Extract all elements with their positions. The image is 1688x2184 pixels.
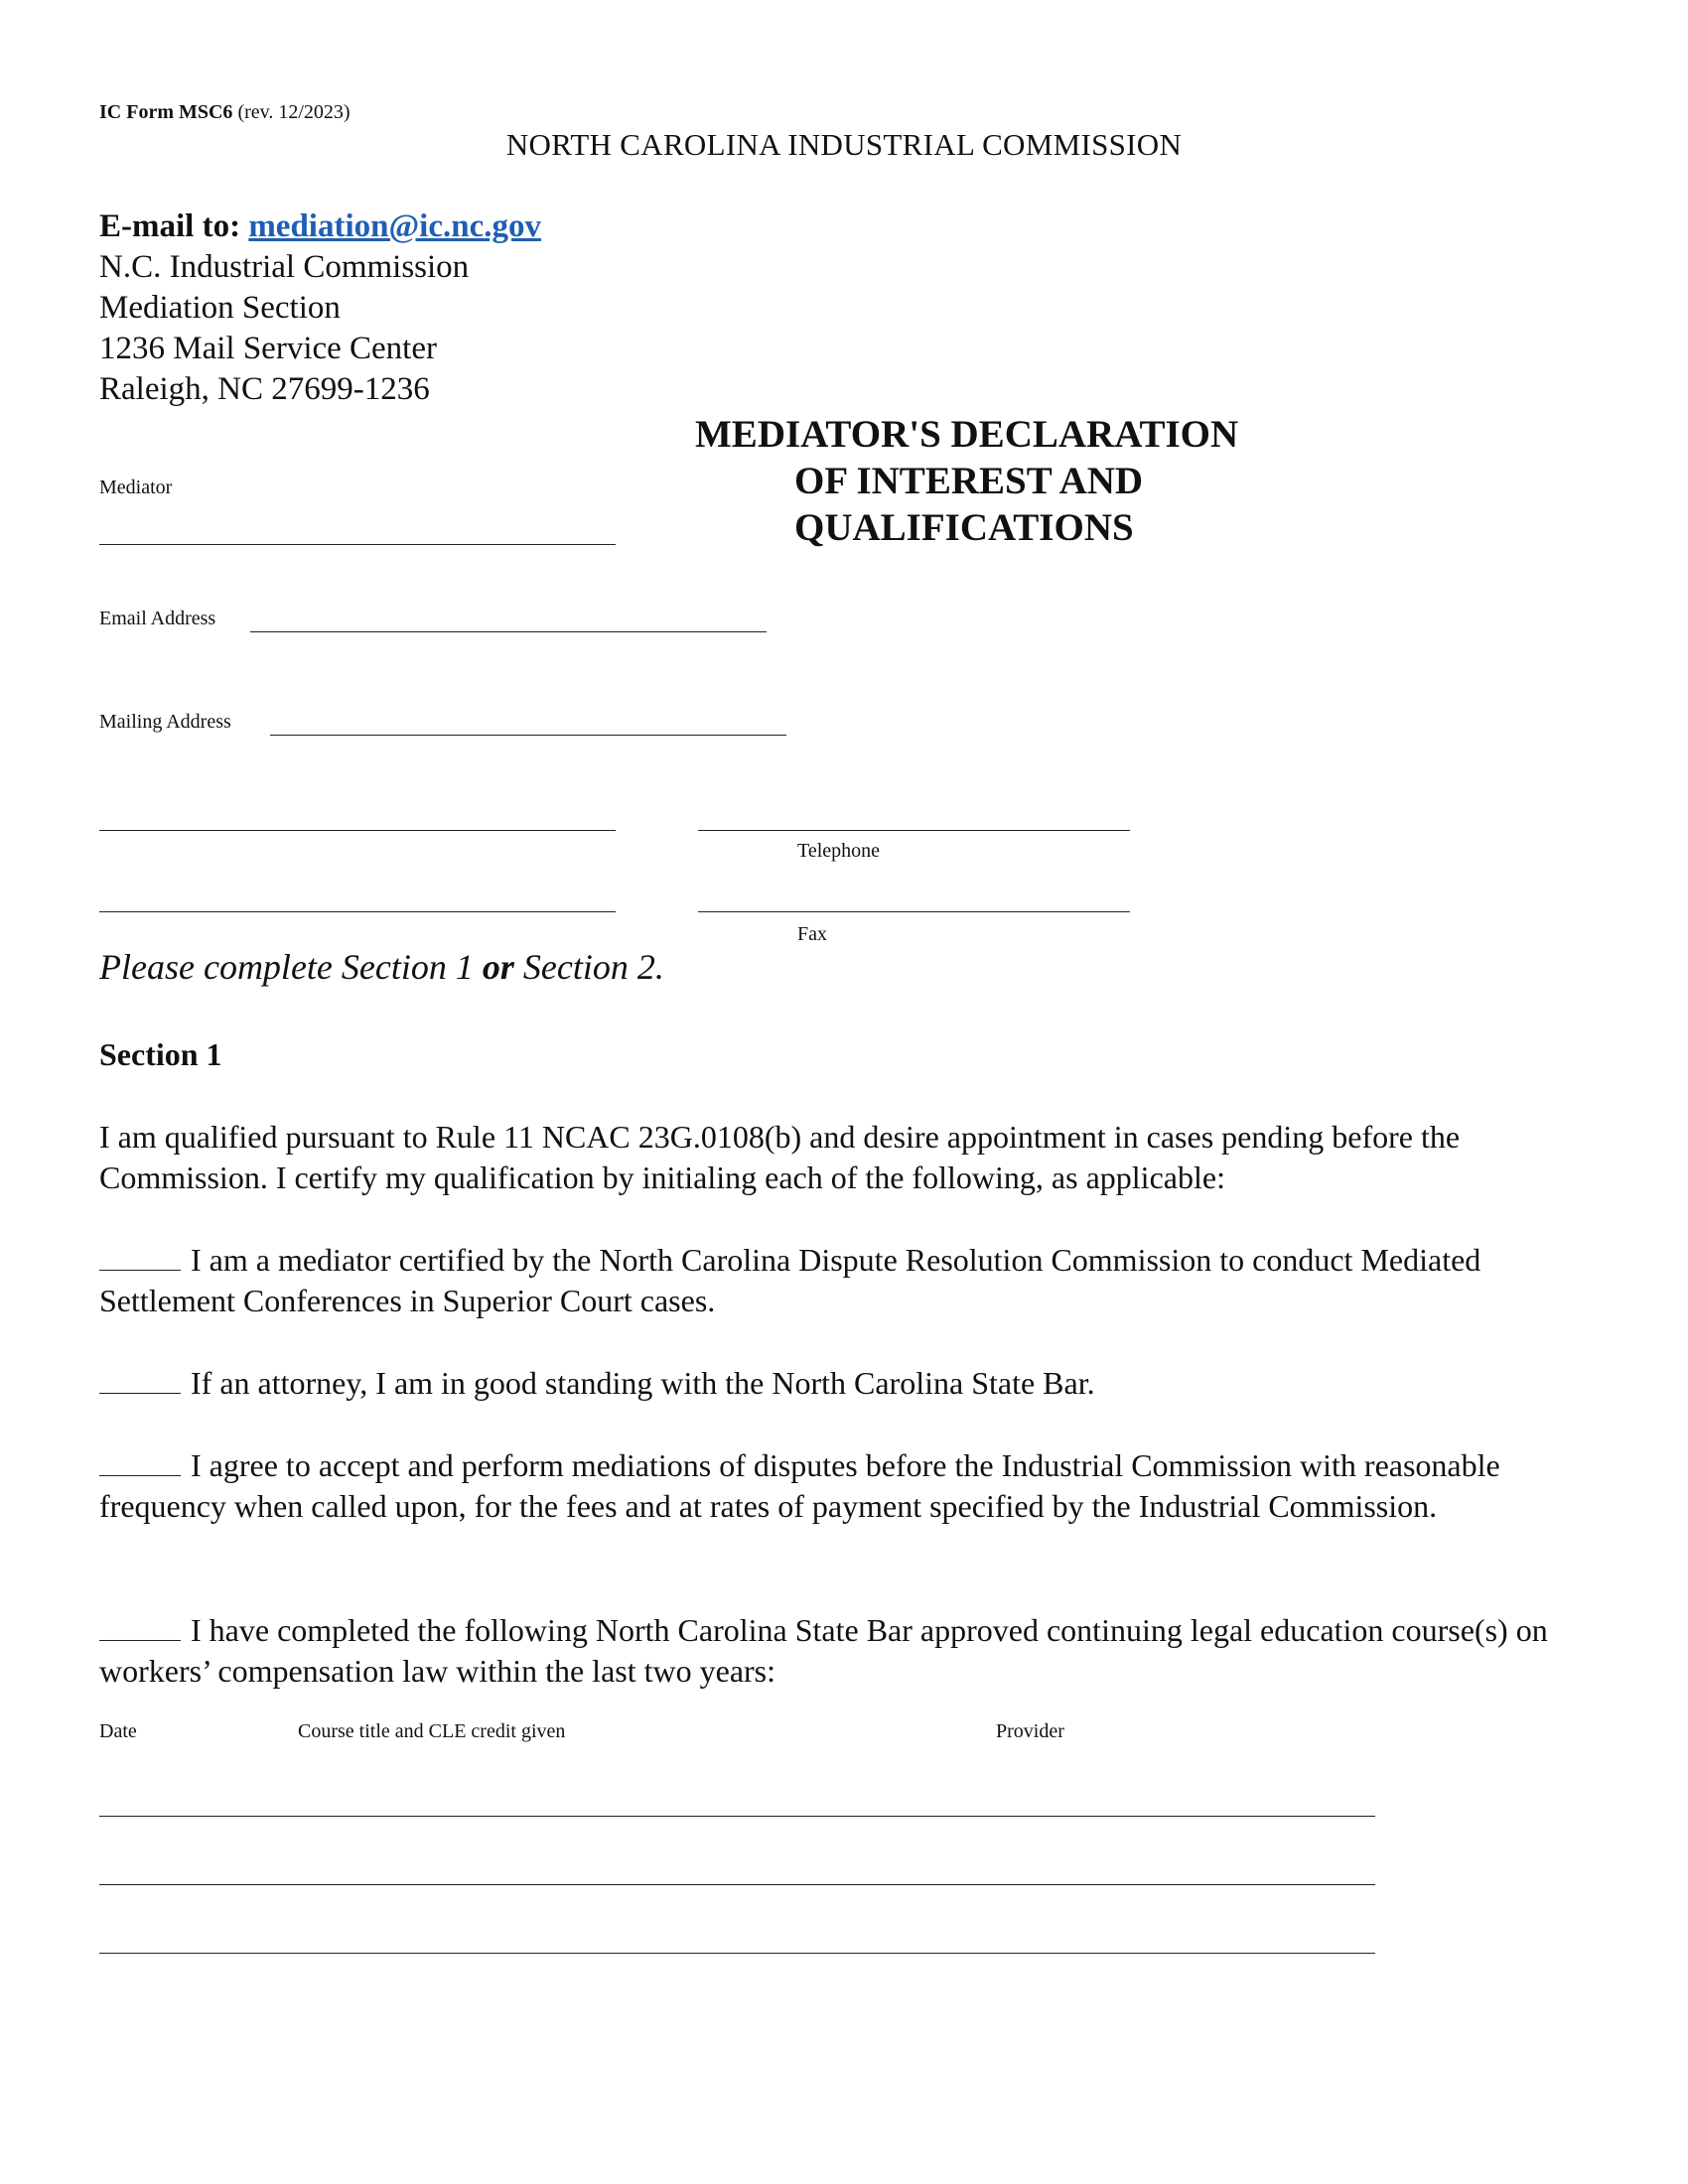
instruction-post: Section 2. [513,947,664,987]
email-to-line [99,206,541,247]
mailing-label: Mailing Address [99,711,231,733]
initials-field[interactable] [99,1367,181,1394]
form-title-line: QUALIFICATIONS [794,506,1134,549]
fax-field[interactable] [698,911,1130,912]
mailing-address-line-2[interactable] [99,830,616,831]
email-field[interactable] [250,631,767,632]
cle-column-date: Date [99,1720,137,1742]
initials-field[interactable] [99,1614,181,1641]
cle-entry-line[interactable] [99,1953,1375,1954]
form-title [695,411,1238,551]
mediator-label: Mediator [99,477,173,498]
section-1-heading: Section 1 [99,1036,222,1072]
mediator-field[interactable] [99,544,616,545]
cle-column-course: Course title and CLE credit given [298,1720,566,1742]
instruction [99,946,664,988]
agency-name: NORTH CAROLINA INDUSTRIAL COMMISSION [505,127,1183,162]
address-line: Mediation Section [99,290,341,326]
qualification-item [99,1240,1589,1321]
telephone-label: Telephone [797,840,881,862]
initials-field[interactable] [99,1449,181,1476]
address-line: Raleigh, NC 27699-1236 [99,371,430,407]
form-title-line: MEDIATOR'S DECLARATION [695,413,1239,456]
cle-entry-line[interactable] [99,1884,1375,1885]
initials-field[interactable] [99,1244,181,1271]
form-id [99,101,351,124]
instruction-or: or [482,947,514,987]
email-label: Email Address [99,608,216,629]
form-code: IC Form MSC6 [99,101,233,123]
qualification-item [99,1610,1589,1692]
qualification-text: I am a mediator certified by the North Carolina Dispute Resolution Commission to conduct Mediated Settlement Conferences in Superior Court cases. [99,1242,1481,1318]
telephone-field[interactable] [698,830,1130,831]
qualification-item [99,1363,1589,1404]
qualification-text: I have completed the following North Carolina State Bar approved continuing legal education course(s) on workers’ compensation law within the last two years: [99,1612,1548,1689]
qualification-item [99,1445,1589,1527]
qualification-text: If an attorney, I am in good standing with the North Carolina State Bar. [191,1365,1095,1401]
section-1-intro: I am qualified pursuant to Rule 11 NCAC 23G.0108(b) and desire appointment in cases pending before the Commission. I certify my qualification by initialing each of the following, as applicable: [99,1119,1461,1195]
form-revision: (rev. 12/2023) [237,101,351,123]
email-link[interactable]: mediation@ic.nc.gov [248,208,541,244]
cle-entry-line[interactable] [99,1816,1375,1817]
qualification-text: I agree to accept and perform mediations of disputes before the Industrial Commission with reasonable frequency when called upon, for the fees and at rates of payment specified by the Industrial Commission. [99,1447,1500,1524]
email-to-label: E-mail to: [99,208,241,244]
form-title-line: OF INTEREST AND [794,460,1144,502]
address-line: 1236 Mail Service Center [99,331,437,366]
mailing-address-field[interactable] [270,735,786,736]
mailing-address-line-3[interactable] [99,911,616,912]
cle-column-provider: Provider [996,1720,1064,1742]
address-line: N.C. Industrial Commission [99,249,470,285]
fax-label: Fax [797,923,827,945]
instruction-pre: Please complete Section 1 [99,947,483,987]
address-block [99,247,469,410]
